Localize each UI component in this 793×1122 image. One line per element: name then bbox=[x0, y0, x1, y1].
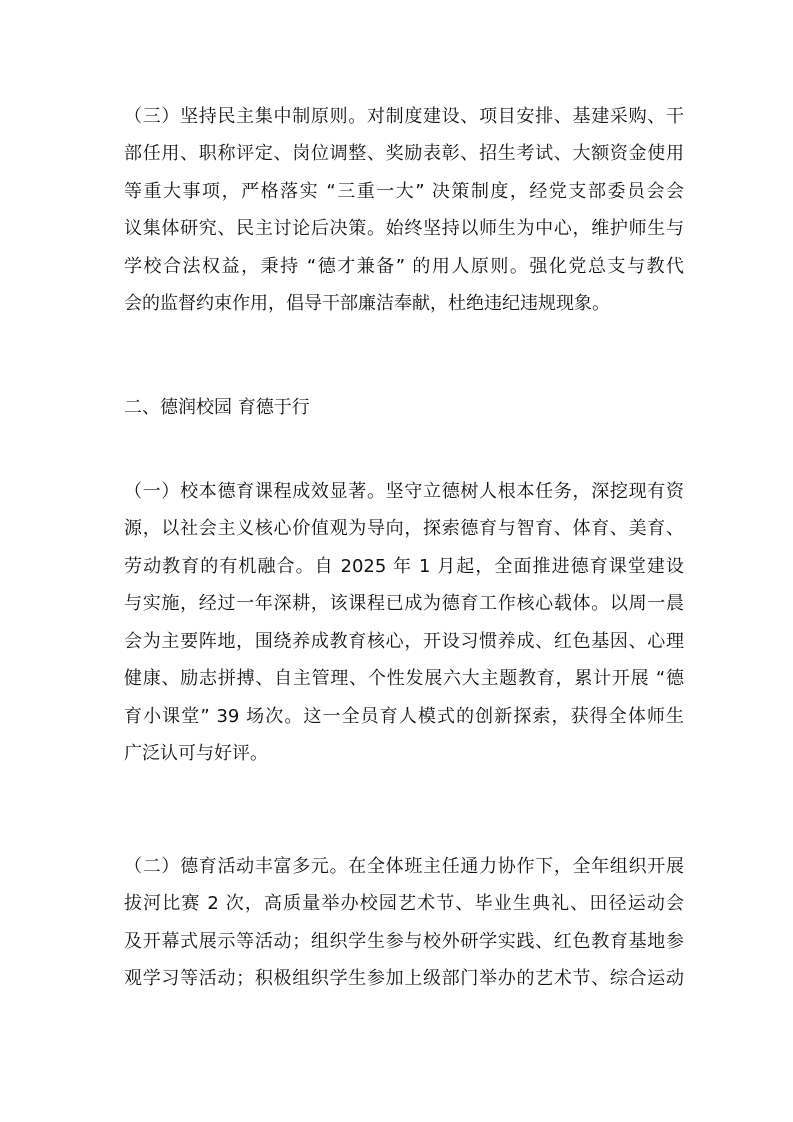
paragraph-line: 观学习等活动；积极组织学生参加上级部门举办的艺术节、综合运动 bbox=[124, 968, 684, 989]
paragraph-line: 与实施，经过一年深耕，该课程已成为德育工作核心载体。以周一晨 bbox=[124, 593, 684, 614]
paragraph-line: （三）坚持民主集中制原则。对制度建设、项目安排、基建采购、干 bbox=[124, 106, 684, 127]
paragraph-line: 广泛认可与好评。 bbox=[124, 743, 268, 764]
paragraph-line: 学校合法权益，秉持 “德才兼备” 的用人原则。强化党总支与教代 bbox=[124, 256, 684, 277]
paragraph-line: 等重大事项，严格落实 “三重一大” 决策制度，经党支部委员会会 bbox=[124, 181, 684, 202]
paragraph-line: 劳动教育的有机融合。自 2025 年 1 月起，全面推进德育课堂建设 bbox=[124, 556, 684, 577]
paragraph-line: （二）德育活动丰富多元。在全体班主任通力协作下，全年组织开展 bbox=[124, 856, 684, 877]
paragraph-line: 健康、励志拼搏、自主管理、个性发展六大主题教育，累计开展 “德 bbox=[124, 668, 684, 689]
paragraph-line: 育小课堂” 39 场次。这一全员育人模式的创新探索，获得全体师生 bbox=[124, 706, 684, 727]
paragraph-line: 拔河比赛 2 次，高质量举办校园艺术节、毕业生典礼、田径运动会 bbox=[124, 893, 684, 914]
paragraph-line: （一）校本德育课程成效显著。坚守立德树人根本任务，深挖现有资 bbox=[124, 481, 684, 502]
paragraph-line: 部任用、职称评定、岗位调整、奖励表彰、招生考试、大额资金使用 bbox=[124, 143, 684, 164]
paragraph-line: 源，以社会主义核心价值观为导向，探索德育与智育、体育、美育、 bbox=[124, 518, 684, 539]
paragraph-line: 会的监督约束作用，倡导干部廉洁奉献，杜绝违纪违规现象。 bbox=[124, 293, 610, 314]
paragraph-line: 会为主要阵地，围绕养成教育核心，开设习惯养成、红色基因、心理 bbox=[124, 631, 684, 652]
section-heading: 二、德润校园 育德于行 bbox=[124, 397, 310, 418]
paragraph-line: 及开幕式展示等活动；组织学生参与校外研学实践、红色教育基地参 bbox=[124, 931, 684, 952]
paragraph-line: 议集体研究、民主讨论后决策。始终坚持以师生为中心，维护师生与 bbox=[124, 218, 684, 239]
